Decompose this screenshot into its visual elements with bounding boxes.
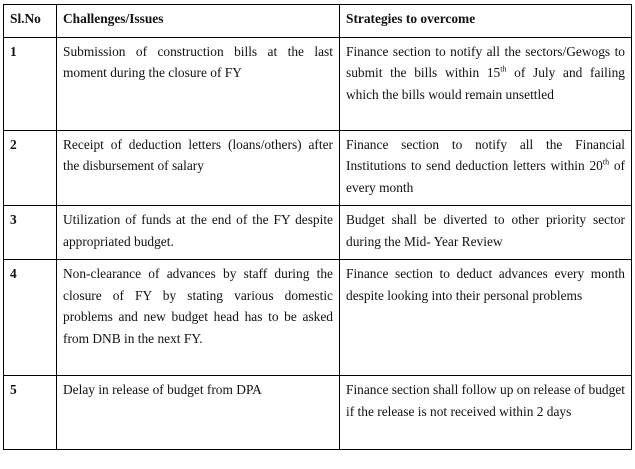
header-strategies: Strategies to overcome <box>340 5 632 38</box>
strategy-text: Finance section to notify all the sectors/Gewogs to submit the bills within 15 <box>346 43 625 80</box>
table-row <box>4 260 632 376</box>
strategy-cell: Finance section shall follow up on release of budget if the release is not received within 2 days <box>340 376 632 450</box>
strategy-cell <box>340 37 632 130</box>
challenge-cell: Delay in release of budget from DPA <box>57 376 340 450</box>
challenge-cell: Utilization of funds at the end of the FY despite appropriated budget. <box>57 206 340 260</box>
challenges-strategies-table <box>3 4 632 450</box>
strategy-text: of July and failing which the bills would remain unsettled <box>346 65 625 102</box>
strategy-cell: Budget shall be diverted to other priority sector during the Mid- Year Review <box>340 206 632 260</box>
table-row <box>4 130 632 206</box>
table-row <box>4 376 632 450</box>
header-sl-no: Sl.No <box>4 5 57 38</box>
row-number: 2 <box>4 130 57 206</box>
challenge-cell: Non-clearance of advances by staff during the closure of FY by stating various domestic problems and new budget head has to be asked from DNB in the next FY. <box>57 260 340 376</box>
row-number: 1 <box>4 37 57 130</box>
challenge-cell: Submission of construction bills at the last moment during the closure of FY <box>57 37 340 130</box>
header-challenges: Challenges/Issues <box>57 5 340 38</box>
table-row <box>4 206 632 260</box>
strategy-text: of every month <box>346 158 625 195</box>
strategy-text: Finance section to notify all the Financial Institutions to send deduction letters within 20 <box>346 136 625 173</box>
challenge-cell: Receipt of deduction letters (loans/others) after the disbursement of salary <box>57 130 340 206</box>
strategy-cell <box>340 130 632 206</box>
ordinal-suffix: th <box>500 64 507 74</box>
row-number: 3 <box>4 206 57 260</box>
ordinal-suffix: th <box>602 157 610 167</box>
table-row <box>4 37 632 130</box>
row-number: 4 <box>4 260 57 376</box>
table-header-row <box>4 5 632 38</box>
row-number: 5 <box>4 376 57 450</box>
strategy-cell: Finance section to deduct advances every month despite looking into their personal problems <box>340 260 632 376</box>
